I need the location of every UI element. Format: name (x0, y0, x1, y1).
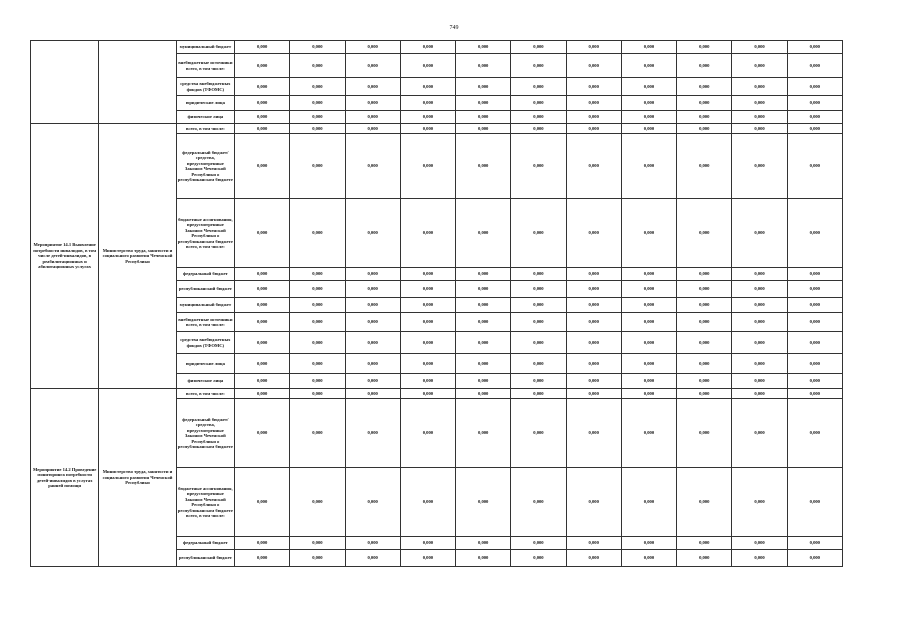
executor-cell: Министерство труда, занятости и социального развития Чеченской Республики (99, 389, 176, 567)
value-cell: 0,000 (290, 199, 345, 268)
funding-source-cell: федеральный бюджет (176, 268, 234, 281)
value-cell: 0,000 (621, 389, 676, 399)
value-cell: 0,000 (345, 468, 400, 537)
value-cell: 0,000 (732, 199, 787, 268)
value-cell: 0,000 (621, 374, 676, 389)
executor-cell: Министерство труда, занятости и социального развития Чеченской Республики (99, 124, 176, 389)
value-cell: 0,000 (345, 281, 400, 298)
value-cell: 0,000 (290, 54, 345, 78)
value-cell: 0,000 (732, 468, 787, 537)
table-row (31, 124, 843, 134)
value-cell: 0,000 (400, 313, 455, 332)
value-cell: 0,000 (566, 134, 621, 199)
value-cell: 0,000 (511, 281, 566, 298)
value-cell: 0,000 (677, 78, 732, 96)
value-cell: 0,000 (787, 281, 842, 298)
funding-source-cell: республиканский бюджет (176, 281, 234, 298)
value-cell: 0,000 (345, 374, 400, 389)
value-cell: 0,000 (456, 537, 511, 550)
value-cell: 0,000 (787, 537, 842, 550)
value-cell: 0,000 (234, 468, 289, 537)
value-cell: 0,000 (732, 41, 787, 54)
value-cell: 0,000 (677, 281, 732, 298)
value-cell: 0,000 (621, 281, 676, 298)
value-cell: 0,000 (290, 313, 345, 332)
value-cell: 0,000 (732, 134, 787, 199)
value-cell: 0,000 (787, 332, 842, 354)
value-cell: 0,000 (732, 298, 787, 313)
value-cell: 0,000 (621, 96, 676, 111)
value-cell: 0,000 (677, 550, 732, 567)
value-cell: 0,000 (345, 78, 400, 96)
funding-source-cell: юридические лица (176, 354, 234, 374)
value-cell: 0,000 (677, 199, 732, 268)
value-cell: 0,000 (677, 298, 732, 313)
value-cell: 0,000 (456, 354, 511, 374)
value-cell: 0,000 (345, 124, 400, 134)
value-cell: 0,000 (621, 134, 676, 199)
value-cell: 0,000 (732, 111, 787, 124)
value-cell: 0,000 (345, 389, 400, 399)
value-cell: 0,000 (621, 124, 676, 134)
value-cell: 0,000 (456, 54, 511, 78)
value-cell: 0,000 (234, 313, 289, 332)
value-cell: 0,000 (787, 268, 842, 281)
value-cell: 0,000 (234, 199, 289, 268)
value-cell: 0,000 (234, 41, 289, 54)
value-cell: 0,000 (234, 281, 289, 298)
value-cell: 0,000 (400, 550, 455, 567)
budget-table-body (31, 41, 843, 567)
funding-source-cell: физические лица (176, 374, 234, 389)
value-cell: 0,000 (511, 399, 566, 468)
value-cell: 0,000 (787, 468, 842, 537)
value-cell: 0,000 (732, 332, 787, 354)
value-cell: 0,000 (621, 313, 676, 332)
budget-table (30, 40, 843, 567)
value-cell: 0,000 (732, 313, 787, 332)
value-cell: 0,000 (566, 550, 621, 567)
value-cell: 0,000 (677, 54, 732, 78)
value-cell: 0,000 (511, 313, 566, 332)
value-cell: 0,000 (456, 78, 511, 96)
value-cell: 0,000 (345, 313, 400, 332)
executor-cell (99, 41, 176, 124)
funding-source-cell: всего, в том числе: (176, 124, 234, 134)
value-cell: 0,000 (621, 78, 676, 96)
value-cell: 0,000 (400, 41, 455, 54)
funding-source-cell: муниципальный бюджет (176, 298, 234, 313)
value-cell: 0,000 (290, 374, 345, 389)
value-cell: 0,000 (566, 313, 621, 332)
value-cell: 0,000 (677, 332, 732, 354)
measure-name-cell (31, 41, 99, 124)
value-cell: 0,000 (677, 96, 732, 111)
value-cell: 0,000 (511, 354, 566, 374)
value-cell: 0,000 (345, 332, 400, 354)
value-cell: 0,000 (787, 78, 842, 96)
funding-source-cell: всего, в том числе: (176, 389, 234, 399)
value-cell: 0,000 (400, 281, 455, 298)
value-cell: 0,000 (234, 78, 289, 96)
value-cell: 0,000 (566, 399, 621, 468)
value-cell: 0,000 (732, 550, 787, 567)
table-row (31, 389, 843, 399)
value-cell: 0,000 (400, 298, 455, 313)
value-cell: 0,000 (732, 78, 787, 96)
value-cell: 0,000 (345, 298, 400, 313)
value-cell: 0,000 (290, 298, 345, 313)
value-cell: 0,000 (787, 550, 842, 567)
value-cell: 0,000 (400, 111, 455, 124)
value-cell: 0,000 (234, 354, 289, 374)
value-cell: 0,000 (290, 281, 345, 298)
value-cell: 0,000 (511, 124, 566, 134)
value-cell: 0,000 (732, 537, 787, 550)
value-cell: 0,000 (677, 41, 732, 54)
value-cell: 0,000 (732, 96, 787, 111)
value-cell: 0,000 (456, 313, 511, 332)
funding-source-cell: внебюджетные источники всего, в том числе: (176, 54, 234, 78)
table-row (31, 41, 843, 54)
value-cell: 0,000 (290, 332, 345, 354)
measure-name-cell: Мероприятие 14.2 Проведение мониторинга потребности детей-инвалидов в услугах ранней помощи (31, 389, 99, 567)
value-cell: 0,000 (400, 199, 455, 268)
value-cell: 0,000 (290, 399, 345, 468)
value-cell: 0,000 (621, 41, 676, 54)
value-cell: 0,000 (345, 399, 400, 468)
value-cell: 0,000 (787, 124, 842, 134)
value-cell: 0,000 (511, 298, 566, 313)
funding-source-cell: бюджетные ассигнования, предусмотренные Законом Чеченской Республики о республиканском бюджете всего, в том числе: (176, 199, 234, 268)
value-cell: 0,000 (290, 78, 345, 96)
value-cell: 0,000 (511, 268, 566, 281)
value-cell: 0,000 (345, 54, 400, 78)
value-cell: 0,000 (290, 111, 345, 124)
value-cell: 0,000 (400, 134, 455, 199)
value-cell: 0,000 (677, 537, 732, 550)
page-number: 749 (449, 25, 459, 31)
value-cell: 0,000 (290, 134, 345, 199)
value-cell: 0,000 (621, 54, 676, 78)
value-cell: 0,000 (566, 354, 621, 374)
value-cell: 0,000 (511, 199, 566, 268)
value-cell: 0,000 (566, 199, 621, 268)
value-cell: 0,000 (732, 399, 787, 468)
value-cell: 0,000 (290, 468, 345, 537)
value-cell: 0,000 (456, 468, 511, 537)
value-cell: 0,000 (566, 298, 621, 313)
value-cell: 0,000 (456, 281, 511, 298)
funding-source-cell: средства внебюджетных фондов (ТФОМС) (176, 332, 234, 354)
value-cell: 0,000 (400, 354, 455, 374)
value-cell: 0,000 (456, 111, 511, 124)
value-cell: 0,000 (677, 111, 732, 124)
value-cell: 0,000 (787, 298, 842, 313)
value-cell: 0,000 (732, 268, 787, 281)
value-cell: 0,000 (345, 111, 400, 124)
value-cell: 0,000 (621, 537, 676, 550)
funding-source-cell: республиканский бюджет (176, 550, 234, 567)
value-cell: 0,000 (621, 199, 676, 268)
value-cell: 0,000 (732, 389, 787, 399)
funding-source-cell: муниципальный бюджет (176, 41, 234, 54)
value-cell: 0,000 (511, 111, 566, 124)
value-cell: 0,000 (677, 399, 732, 468)
value-cell: 0,000 (621, 468, 676, 537)
value-cell: 0,000 (787, 389, 842, 399)
value-cell: 0,000 (456, 134, 511, 199)
value-cell: 0,000 (234, 96, 289, 111)
value-cell: 0,000 (456, 332, 511, 354)
value-cell: 0,000 (787, 313, 842, 332)
value-cell: 0,000 (511, 374, 566, 389)
value-cell: 0,000 (234, 298, 289, 313)
funding-source-cell: федеральный бюджет (176, 537, 234, 550)
value-cell: 0,000 (677, 354, 732, 374)
value-cell: 0,000 (290, 268, 345, 281)
value-cell: 0,000 (677, 313, 732, 332)
value-cell: 0,000 (511, 550, 566, 567)
value-cell: 0,000 (566, 468, 621, 537)
value-cell: 0,000 (621, 111, 676, 124)
value-cell: 0,000 (290, 96, 345, 111)
value-cell: 0,000 (511, 332, 566, 354)
value-cell: 0,000 (677, 134, 732, 199)
value-cell: 0,000 (732, 354, 787, 374)
value-cell: 0,000 (732, 374, 787, 389)
funding-source-cell: федеральный бюджет/средства, предусмотренные Законом Чеченской Республики о республиканском бюджете (176, 134, 234, 199)
funding-source-cell: юридические лица (176, 96, 234, 111)
value-cell: 0,000 (787, 354, 842, 374)
value-cell: 0,000 (345, 199, 400, 268)
value-cell: 0,000 (566, 78, 621, 96)
value-cell: 0,000 (290, 537, 345, 550)
value-cell: 0,000 (456, 199, 511, 268)
value-cell: 0,000 (511, 468, 566, 537)
value-cell: 0,000 (621, 268, 676, 281)
value-cell: 0,000 (290, 354, 345, 374)
measure-name-cell: Мероприятие 14.1 Выявление потребности инвалидов, в том числе детей-инвалидов, в реабилитационных и абилитационных услугах (31, 124, 99, 389)
value-cell: 0,000 (345, 96, 400, 111)
value-cell: 0,000 (566, 268, 621, 281)
value-cell: 0,000 (290, 389, 345, 399)
value-cell: 0,000 (787, 134, 842, 199)
value-cell: 0,000 (511, 537, 566, 550)
value-cell: 0,000 (345, 134, 400, 199)
value-cell: 0,000 (234, 111, 289, 124)
funding-source-cell: бюджетные ассигнования, предусмотренные Законом Чеченской Республики о республиканском бюджете всего, в том числе: (176, 468, 234, 537)
value-cell: 0,000 (566, 537, 621, 550)
value-cell: 0,000 (511, 54, 566, 78)
value-cell: 0,000 (234, 537, 289, 550)
funding-source-cell: федеральный бюджет/средства, предусмотренные Законом Чеченской Республики о республиканском бюджете (176, 399, 234, 468)
value-cell: 0,000 (345, 354, 400, 374)
value-cell: 0,000 (345, 41, 400, 54)
value-cell: 0,000 (456, 298, 511, 313)
value-cell: 0,000 (621, 354, 676, 374)
value-cell: 0,000 (621, 298, 676, 313)
value-cell: 0,000 (456, 389, 511, 399)
value-cell: 0,000 (566, 332, 621, 354)
value-cell: 0,000 (345, 268, 400, 281)
value-cell: 0,000 (345, 550, 400, 567)
value-cell: 0,000 (345, 537, 400, 550)
value-cell: 0,000 (400, 399, 455, 468)
funding-source-cell: внебюджетные источники всего, в том числе: (176, 313, 234, 332)
value-cell: 0,000 (400, 537, 455, 550)
value-cell: 0,000 (511, 96, 566, 111)
value-cell: 0,000 (732, 281, 787, 298)
value-cell: 0,000 (732, 124, 787, 134)
value-cell: 0,000 (400, 389, 455, 399)
value-cell: 0,000 (677, 374, 732, 389)
value-cell: 0,000 (566, 374, 621, 389)
value-cell: 0,000 (511, 78, 566, 96)
value-cell: 0,000 (787, 199, 842, 268)
value-cell: 0,000 (290, 550, 345, 567)
value-cell: 0,000 (400, 96, 455, 111)
value-cell: 0,000 (456, 96, 511, 111)
value-cell: 0,000 (566, 41, 621, 54)
value-cell: 0,000 (234, 332, 289, 354)
value-cell: 0,000 (511, 41, 566, 54)
value-cell: 0,000 (566, 96, 621, 111)
value-cell: 0,000 (234, 389, 289, 399)
value-cell: 0,000 (456, 124, 511, 134)
value-cell: 0,000 (400, 468, 455, 537)
value-cell: 0,000 (732, 54, 787, 78)
value-cell: 0,000 (787, 399, 842, 468)
value-cell: 0,000 (290, 124, 345, 134)
value-cell: 0,000 (400, 268, 455, 281)
value-cell: 0,000 (400, 332, 455, 354)
value-cell: 0,000 (290, 41, 345, 54)
value-cell: 0,000 (456, 374, 511, 389)
value-cell: 0,000 (400, 124, 455, 134)
value-cell: 0,000 (621, 399, 676, 468)
value-cell: 0,000 (621, 332, 676, 354)
value-cell: 0,000 (234, 54, 289, 78)
value-cell: 0,000 (787, 41, 842, 54)
value-cell: 0,000 (400, 374, 455, 389)
value-cell: 0,000 (456, 41, 511, 54)
value-cell: 0,000 (677, 124, 732, 134)
value-cell: 0,000 (511, 389, 566, 399)
value-cell: 0,000 (566, 281, 621, 298)
value-cell: 0,000 (234, 268, 289, 281)
funding-source-cell: средства внебюджетных фондов (ТФОМС) (176, 78, 234, 96)
value-cell: 0,000 (787, 96, 842, 111)
value-cell: 0,000 (566, 54, 621, 78)
funding-source-cell: физические лица (176, 111, 234, 124)
value-cell: 0,000 (787, 54, 842, 78)
value-cell: 0,000 (677, 468, 732, 537)
value-cell: 0,000 (566, 111, 621, 124)
value-cell: 0,000 (234, 399, 289, 468)
value-cell: 0,000 (400, 54, 455, 78)
value-cell: 0,000 (456, 550, 511, 567)
value-cell: 0,000 (234, 124, 289, 134)
value-cell: 0,000 (234, 550, 289, 567)
value-cell: 0,000 (677, 268, 732, 281)
value-cell: 0,000 (787, 111, 842, 124)
value-cell: 0,000 (234, 374, 289, 389)
value-cell: 0,000 (511, 134, 566, 199)
value-cell: 0,000 (787, 374, 842, 389)
value-cell: 0,000 (621, 550, 676, 567)
value-cell: 0,000 (566, 124, 621, 134)
value-cell: 0,000 (677, 389, 732, 399)
value-cell: 0,000 (456, 399, 511, 468)
value-cell: 0,000 (400, 78, 455, 96)
value-cell: 0,000 (234, 134, 289, 199)
value-cell: 0,000 (566, 389, 621, 399)
value-cell: 0,000 (456, 268, 511, 281)
